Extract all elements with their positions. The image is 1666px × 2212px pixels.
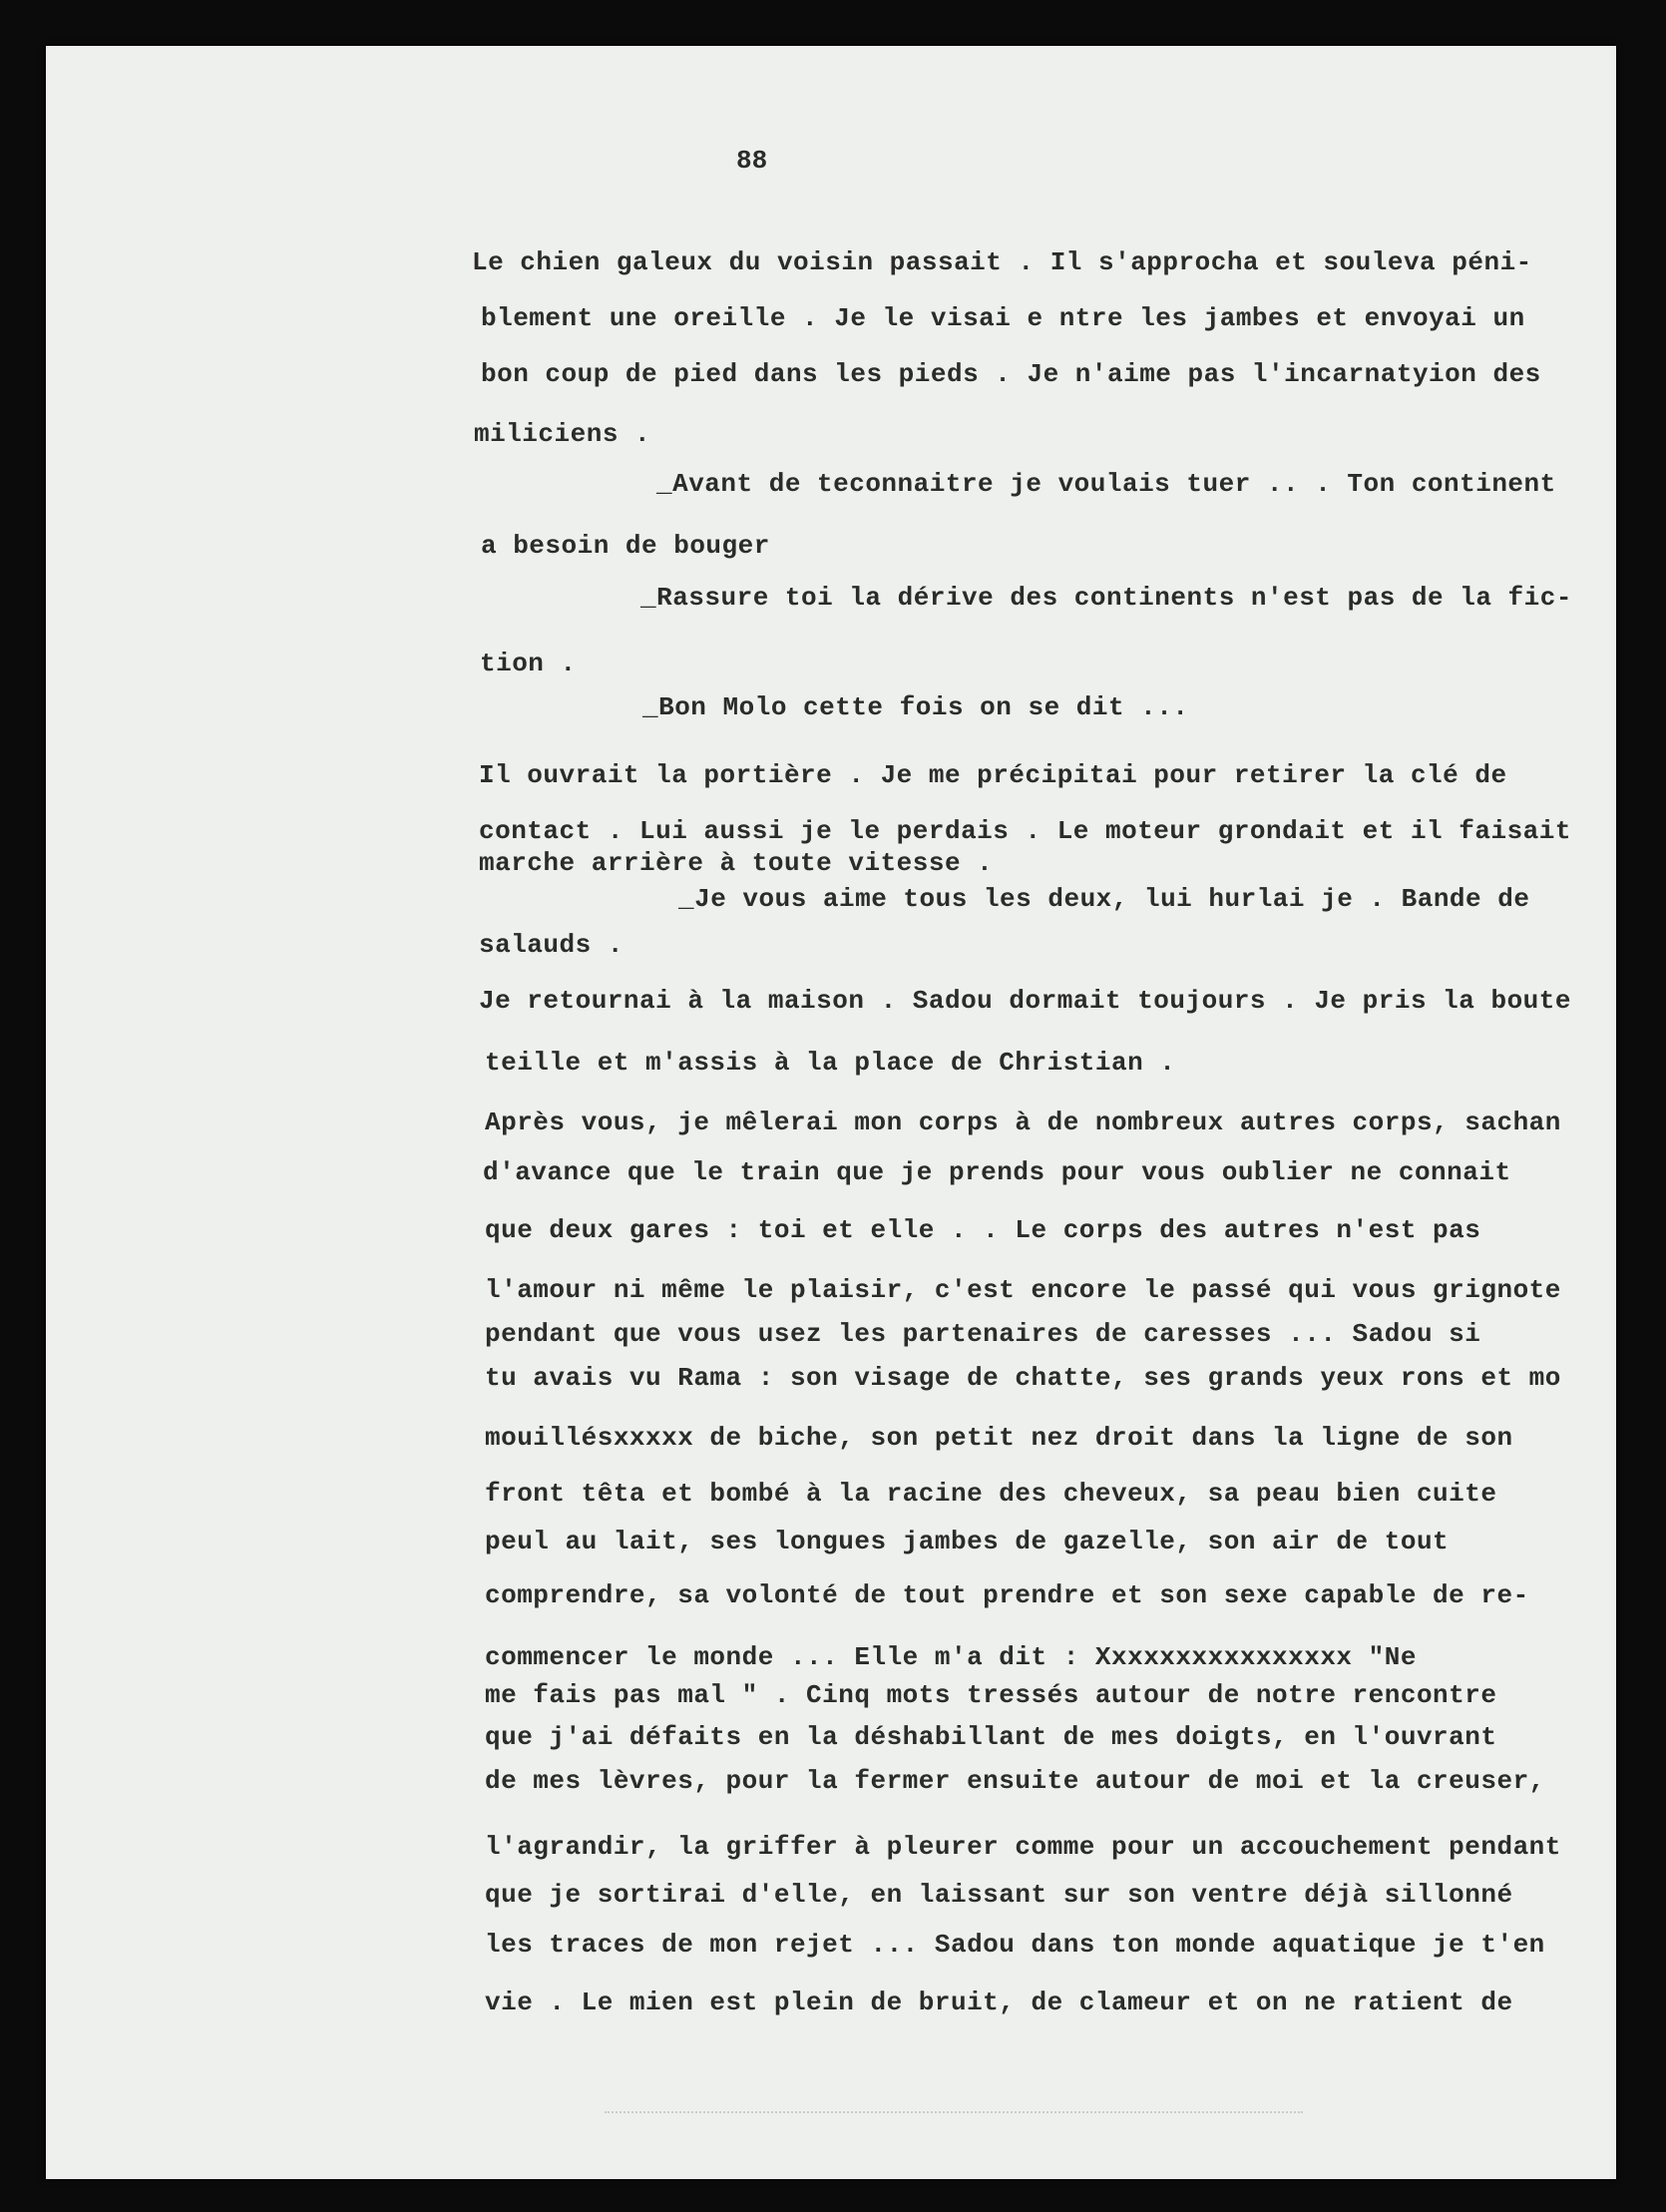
text-line: bon coup de pied dans les pieds . Je n'aime pas l'incarnatyion des bbox=[481, 359, 1541, 389]
text-line: pendant que vous usez les partenaires de caresses ... Sadou si bbox=[485, 1319, 1481, 1349]
text-line: de mes lèvres, pour la fermer ensuite autour de moi et la creuser, bbox=[485, 1766, 1545, 1796]
text-line: marche arrière à toute vitesse . bbox=[479, 848, 994, 878]
text-line: _Je vous aime tous les deux, lui hurlai je . Bande de bbox=[678, 884, 1530, 914]
typewritten-page bbox=[46, 46, 1616, 2179]
text-line: _Rassure toi la dérive des continents n'est pas de la fic- bbox=[640, 583, 1572, 613]
text-line: miliciens . bbox=[474, 419, 651, 449]
text-line: me fais pas mal " . Cinq mots tressés autour de notre rencontre bbox=[485, 1680, 1497, 1710]
text-line: Le chien galeux du voisin passait . Il s'approcha et souleva péni- bbox=[472, 247, 1532, 277]
text-line: les traces de mon rejet ... Sadou dans ton monde aquatique je t'en bbox=[485, 1930, 1545, 1960]
text-line: peul au lait, ses longues jambes de gazelle, son air de tout bbox=[485, 1527, 1450, 1556]
text-line: que deux gares : toi et elle . . Le corps des autres n'est pas bbox=[485, 1215, 1481, 1245]
text-line: _Avant de teconnaitre je voulais tuer .. . Ton continent bbox=[656, 469, 1556, 499]
text-line: salauds . bbox=[479, 930, 624, 960]
text-line: que je sortirai d'elle, en laissant sur son ventre déjà sillonné bbox=[485, 1880, 1513, 1910]
text-line: d'avance que le train que je prends pour vous oublier ne connait bbox=[483, 1157, 1511, 1187]
text-line: _Bon Molo cette fois on se dit ... bbox=[642, 692, 1189, 722]
text-line: blement une oreille . Je le visai e ntre les jambes et envoyai un bbox=[481, 303, 1525, 333]
text-line: contact . Lui aussi je le perdais . Le moteur grondait et il faisait bbox=[479, 816, 1571, 846]
text-line: tu avais vu Rama : son visage de chatte, ses grands yeux rons et mo bbox=[485, 1363, 1561, 1393]
text-line: Je retournai à la maison . Sadou dormait toujours . Je pris la boute bbox=[479, 986, 1571, 1016]
text-line: commencer le monde ... Elle m'a dit : Xxxxxxxxxxxxxxxx "Ne bbox=[485, 1642, 1417, 1672]
text-line: vie . Le mien est plein de bruit, de clameur et on ne ratient de bbox=[485, 1988, 1513, 2017]
page-number: 88 bbox=[736, 146, 768, 176]
text-line: comprendre, sa volonté de tout prendre et son sexe capable de re- bbox=[485, 1580, 1529, 1610]
text-line: mouillésxxxxx de biche, son petit nez droit dans la ligne de son bbox=[485, 1423, 1513, 1453]
text-line: Il ouvrait la portière . Je me précipitai pour retirer la clé de bbox=[479, 760, 1507, 790]
text-line: front têta et bombé à la racine des cheveux, sa peau bien cuite bbox=[485, 1479, 1497, 1509]
text-line: teille et m'assis à la place de Christian . bbox=[485, 1048, 1176, 1078]
text-line: l'agrandir, la griffer à pleurer comme pour un accouchement pendant bbox=[485, 1832, 1561, 1862]
text-line: que j'ai défaits en la déshabillant de mes doigts, en l'ouvrant bbox=[485, 1722, 1497, 1752]
bleed-through-marks bbox=[605, 2111, 1303, 2115]
text-line: a besoin de bouger bbox=[481, 531, 770, 561]
text-line: Après vous, je mêlerai mon corps à de nombreux autres corps, sachan bbox=[485, 1107, 1561, 1137]
text-line: tion . bbox=[480, 649, 577, 678]
text-line: l'amour ni même le plaisir, c'est encore le passé qui vous grignote bbox=[485, 1275, 1561, 1305]
